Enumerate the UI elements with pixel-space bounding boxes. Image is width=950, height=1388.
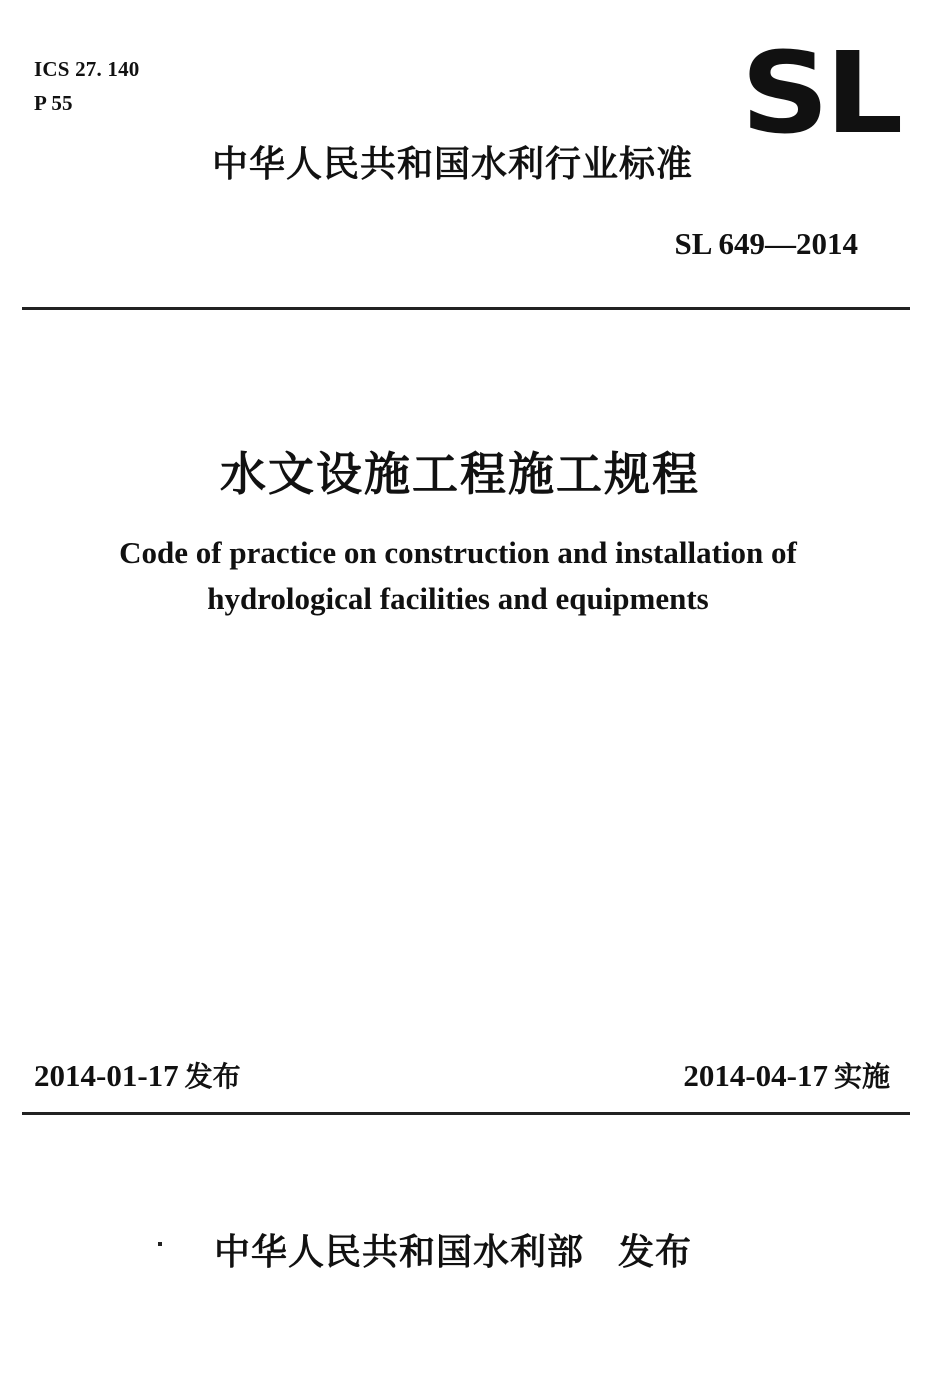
issue-label: 发布 bbox=[184, 1060, 241, 1093]
industry-standard-heading: 中华人民共和国水利行业标准 bbox=[212, 144, 694, 185]
classification-codes bbox=[34, 52, 139, 120]
publisher-line bbox=[214, 1228, 692, 1278]
sl-logo-text: SL bbox=[740, 29, 900, 159]
english-title-line-1: Code of practice on construction and installation of bbox=[119, 535, 797, 570]
document-title-english bbox=[0, 530, 916, 622]
implementation-date: 2014-04-17 bbox=[683, 1058, 828, 1093]
implementation-date-block bbox=[683, 1054, 890, 1099]
implementation-label: 实施 bbox=[833, 1060, 890, 1093]
print-speck bbox=[158, 1242, 162, 1246]
issue-date: 2014-01-17 bbox=[34, 1058, 179, 1093]
document-title-chinese: 水文设施工程施工规程 bbox=[220, 447, 700, 501]
publisher-label: 发布 bbox=[618, 1232, 693, 1273]
english-title-line-2: hydrological facilities and equipments bbox=[207, 581, 709, 616]
top-divider bbox=[22, 307, 910, 310]
standard-number: SL 649—2014 bbox=[674, 226, 858, 261]
bottom-divider bbox=[22, 1112, 910, 1115]
issue-date-block bbox=[34, 1054, 241, 1099]
publisher-name: 中华人民共和国水利部 bbox=[214, 1232, 585, 1273]
sl-logo bbox=[734, 29, 900, 159]
ics-code: ICS 27. 140 bbox=[34, 57, 140, 81]
ccs-code: P 55 bbox=[34, 91, 73, 115]
